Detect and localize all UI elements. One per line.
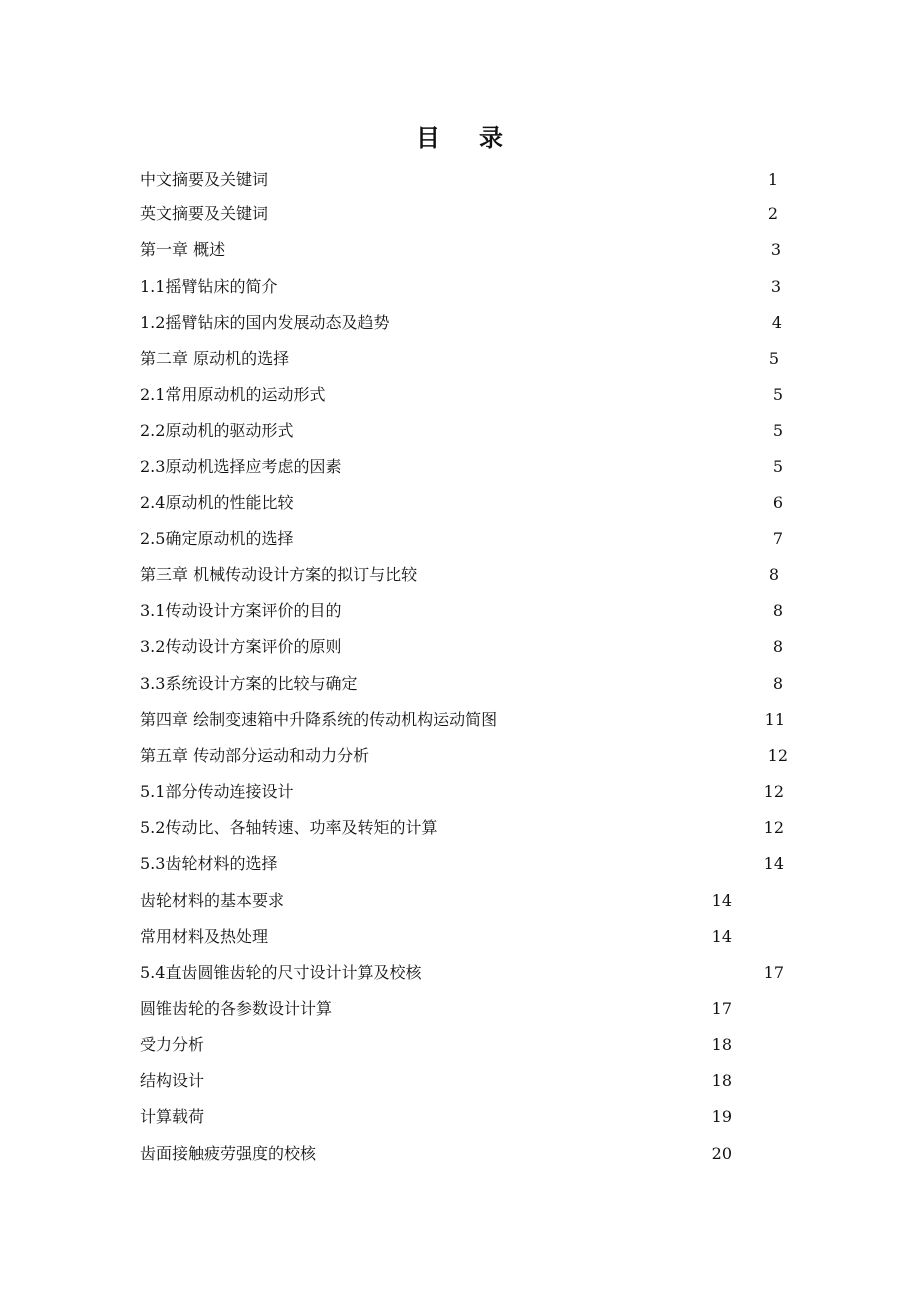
toc-entry-title: 计算载荷	[140, 1107, 205, 1126]
toc-entry-title: 常用材料及热处理	[140, 927, 269, 946]
toc-leader-dots	[208, 1033, 704, 1057]
toc-entry[interactable]	[140, 816, 784, 840]
toc-entry-title: 1.2摇臂钻床的国内发展动态及趋势	[140, 313, 390, 332]
title-char-2: 录	[479, 124, 504, 152]
toc-entry-title: 2.3原动机选择应考虑的因素	[140, 457, 342, 476]
toc-entry-page: 17	[763, 963, 784, 982]
toc-leader-dots	[329, 383, 764, 407]
toc-entry-page: 5	[768, 349, 779, 368]
toc-entry[interactable]	[140, 889, 732, 913]
toc-entry-page: 8	[768, 565, 779, 584]
toc-leader-dots	[345, 455, 764, 479]
toc-entry[interactable]	[140, 563, 779, 587]
toc-entry-page: 8	[772, 601, 783, 620]
toc-entry-title: 第二章 原动机的选择	[140, 349, 290, 368]
toc-entry-page: 5	[772, 421, 783, 440]
toc-leader-dots	[373, 744, 760, 768]
toc-entry[interactable]	[140, 311, 782, 335]
toc-leader-dots	[281, 275, 762, 299]
toc-entry-title: 2.4原动机的性能比较	[140, 493, 294, 512]
title-char-1: 目	[416, 124, 441, 152]
toc-entry[interactable]	[140, 491, 783, 515]
toc-leader-dots	[281, 852, 755, 876]
toc-leader-dots	[393, 311, 763, 335]
toc-leader-dots	[229, 238, 763, 262]
toc-leader-dots	[293, 347, 761, 371]
toc-entry-page: 12	[763, 782, 784, 801]
toc-leader-dots	[345, 635, 764, 659]
toc-leader-dots	[288, 889, 704, 913]
toc-entry[interactable]	[140, 708, 785, 732]
toc-entry[interactable]	[140, 1069, 732, 1093]
toc-entry-page: 6	[772, 493, 783, 512]
toc-leader-dots	[361, 672, 764, 696]
toc-entry-page: 8	[772, 637, 783, 656]
toc-leader-dots	[297, 491, 764, 515]
toc-entry-title: 齿轮材料的基本要求	[140, 891, 285, 910]
toc-entry-title: 圆锥齿轮的各参数设计计算	[140, 999, 333, 1018]
toc-entry-page: 14	[711, 927, 732, 946]
toc-entry-page: 7	[772, 529, 783, 548]
toc-entry-page: 18	[711, 1071, 732, 1090]
page-title	[0, 118, 920, 153]
toc-leader-dots	[208, 1105, 704, 1129]
toc-entry-page: 14	[711, 891, 732, 910]
toc-entry-page: 1	[767, 170, 778, 189]
toc-entry[interactable]	[140, 347, 779, 371]
toc-entry[interactable]	[140, 1142, 732, 1166]
toc-entry[interactable]	[140, 275, 781, 299]
toc-entry-page: 8	[772, 674, 783, 693]
toc-entry[interactable]	[140, 961, 784, 985]
toc-entry[interactable]	[140, 744, 788, 768]
toc-entry-title: 2.2原动机的驱动形式	[140, 421, 294, 440]
toc-entry-page: 20	[711, 1144, 732, 1163]
toc-entry-page: 3	[770, 277, 781, 296]
toc-entry-title: 受力分析	[140, 1035, 205, 1054]
toc-entry-page: 4	[771, 313, 782, 332]
toc-entry[interactable]	[140, 1033, 732, 1057]
toc-entry-title: 5.3齿轮材料的选择	[140, 854, 278, 873]
toc-entry[interactable]	[140, 383, 783, 407]
toc-entry-page: 11	[764, 710, 785, 729]
toc-leader-dots	[336, 997, 704, 1021]
toc-entry-page: 19	[711, 1107, 732, 1126]
toc-entry[interactable]	[140, 202, 778, 226]
toc-leader-dots	[272, 168, 760, 192]
toc-entry-page: 5	[772, 457, 783, 476]
toc-entry[interactable]	[140, 672, 783, 696]
toc-entry-title: 第一章 概述	[140, 240, 226, 259]
toc-leader-dots	[272, 202, 760, 226]
toc-entry-title: 第五章 传动部分运动和动力分析	[140, 746, 370, 765]
toc-leader-dots	[208, 1069, 704, 1093]
toc-entry-page: 17	[711, 999, 732, 1018]
toc-leader-dots	[421, 563, 761, 587]
toc-leader-dots	[272, 925, 704, 949]
toc-entry-page: 14	[763, 854, 784, 873]
toc-entry-title: 第三章 机械传动设计方案的拟订与比较	[140, 565, 418, 584]
toc-entry[interactable]	[140, 925, 732, 949]
toc-entry[interactable]	[140, 852, 784, 876]
toc-entry-title: 2.1常用原动机的运动形式	[140, 385, 326, 404]
toc-entry-title: 5.4直齿圆锥齿轮的尺寸设计计算及校核	[140, 963, 422, 982]
toc-entry[interactable]	[140, 599, 783, 623]
toc-entry-title: 中文摘要及关键词	[140, 170, 269, 189]
toc-entry[interactable]	[140, 997, 732, 1021]
toc-entry-page: 18	[711, 1035, 732, 1054]
toc-entry[interactable]	[140, 1105, 732, 1129]
toc-entry[interactable]	[140, 527, 783, 551]
toc-entry-page: 5	[772, 385, 783, 404]
toc-entry-page: 12	[767, 746, 788, 765]
toc-entry-title: 5.2传动比、各轴转速、功率及转矩的计算	[140, 818, 438, 837]
toc-entry-title: 2.5确定原动机的选择	[140, 529, 294, 548]
toc-entry-title: 3.3系统设计方案的比较与确定	[140, 674, 358, 693]
toc-entry-title: 英文摘要及关键词	[140, 204, 269, 223]
toc-entry[interactable]	[140, 455, 783, 479]
toc-leader-dots	[297, 780, 755, 804]
toc-entry-page: 12	[763, 818, 784, 837]
toc-leader-dots	[297, 527, 764, 551]
toc-entry-title: 1.1摇臂钻床的简介	[140, 277, 278, 296]
toc-entry-title: 3.2传动设计方案评价的原则	[140, 637, 342, 656]
toc-entry-title: 齿面接触疲劳强度的校核	[140, 1144, 317, 1163]
toc-entry-page: 3	[770, 240, 781, 259]
toc-leader-dots	[441, 816, 755, 840]
toc-entry-page: 2	[767, 204, 778, 223]
toc-entry-title: 3.1传动设计方案评价的目的	[140, 601, 342, 620]
toc-entry-title: 结构设计	[140, 1071, 205, 1090]
toc-entry[interactable]	[140, 168, 778, 192]
toc-leader-dots	[320, 1142, 704, 1166]
toc-leader-dots	[345, 599, 764, 623]
toc-leader-dots	[501, 708, 757, 732]
toc-entry[interactable]	[140, 419, 783, 443]
toc-entry-title: 5.1部分传动连接设计	[140, 782, 294, 801]
toc-entry[interactable]	[140, 635, 783, 659]
toc-entry[interactable]	[140, 780, 784, 804]
toc-leader-dots	[297, 419, 764, 443]
toc-leader-dots	[425, 961, 755, 985]
toc-entry[interactable]	[140, 238, 781, 262]
toc-entry-title: 第四章 绘制变速箱中升降系统的传动机构运动简图	[140, 710, 498, 729]
